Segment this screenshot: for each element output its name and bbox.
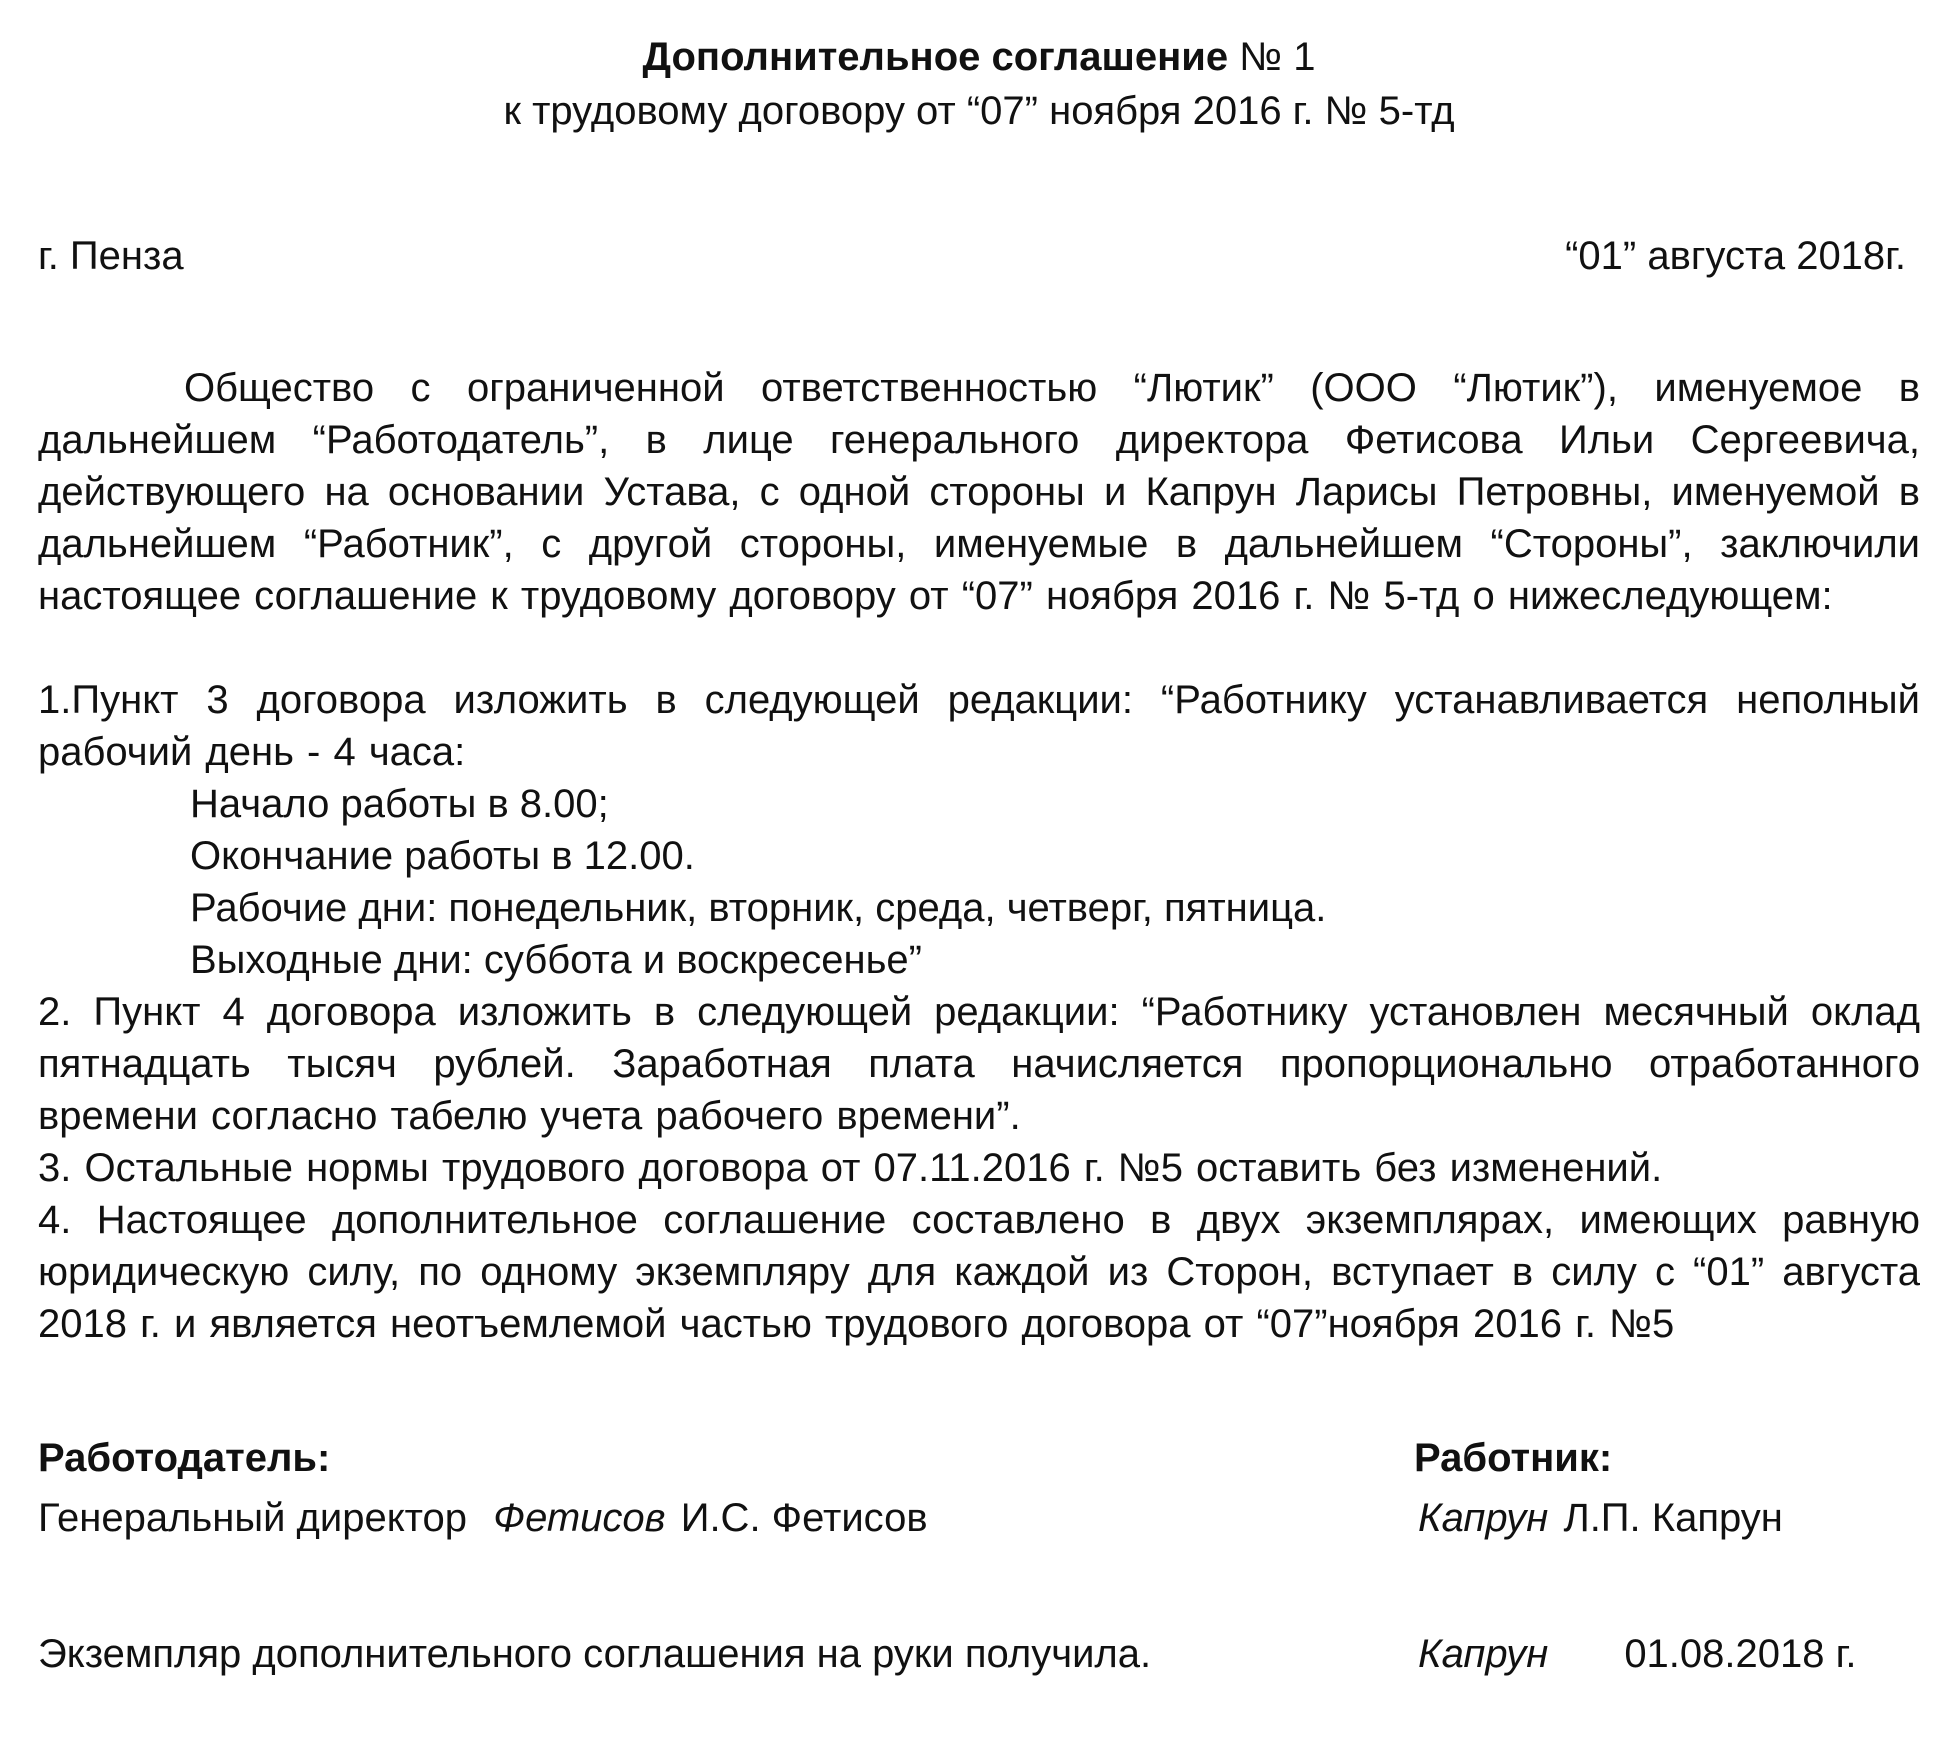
clause-4: 4. Настоящее дополнительное соглашение составлено в двух экземплярах, имеющих равную юридическую силу, по одному экземпляру для каждой из Сторон, вступает в силу с “01” августа 2018 г. и является неотъемлемой частью трудового договора от “07”ноября 2016 г. №5: [38, 1198, 1920, 1346]
signature-block: [38, 1428, 1920, 1548]
employee-signature-line: [1414, 1488, 1920, 1548]
receipt-text: Экземпляр дополнительного соглашения на руки получила.: [38, 1632, 1152, 1676]
title-text: Дополнительное соглашение: [642, 35, 1229, 79]
employee-signature: Капрун: [1418, 1496, 1549, 1540]
clause-1-details: [190, 778, 1920, 986]
clause-3: 3. Остальные нормы трудового договора от 07.11.2016 г. №5 оставить без изменений.: [38, 1146, 1663, 1190]
document-subtitle: к трудовому договору от “07” ноября 2016 г. № 5-тд: [503, 89, 1455, 133]
work-days: Рабочие дни: понедельник, вторник, среда, четверг, пятница.: [190, 886, 1327, 930]
employer-signature: Фетисов: [493, 1496, 666, 1540]
clause-1: 1.Пункт 3 договора изложить в следующей редакции: “Работнику устанавливается неполный рабочий день - 4 часа:: [38, 678, 1920, 774]
document-date: “01” августа 2018г.: [1565, 234, 1906, 278]
employee-name: Л.П. Капрун: [1563, 1496, 1783, 1540]
place: г. Пенза: [38, 234, 184, 278]
receipt-row: [38, 1624, 1920, 1684]
work-start: Начало работы в 8.00;: [190, 782, 609, 826]
title-number: № 1: [1239, 35, 1316, 79]
receipt-signature-date: [1414, 1624, 1920, 1684]
employee-signature-column: [1414, 1428, 1920, 1548]
work-end: Окончание работы в 12.00.: [190, 834, 695, 878]
document: [38, 30, 1920, 1684]
place-date-row: [38, 230, 1920, 282]
days-off: Выходные дни: суббота и воскресенье”: [190, 938, 922, 982]
employer-signature-column: [38, 1428, 1414, 1548]
clause-2: 2. Пункт 4 договора изложить в следующей редакции: “Работнику установлен месячный оклад пятнадцать тысяч рублей. Заработная плата начисляется пропорционально отработанного времени согласно табелю учета рабочего времени”.: [38, 990, 1920, 1138]
employer-position: Генеральный директор: [38, 1496, 468, 1540]
intro-paragraph: Общество с ограниченной ответственностью “Лютик” (ООО “Лютик”), именуемое в дальнейшем “Работодатель”, в лице генерального директора Фетисова Ильи Сергеевича, действующего на основании Устава, с одной стороны и Капрун Ларисы Петровны, именуемой в дальнейшем “Работник”, с другой стороны, именуемые в дальнейшем “Стороны”, заключили настоящее соглашение к трудовому договору от “07” ноября 2016 г. № 5-тд о нижеследующем:: [38, 366, 1920, 618]
employer-signature-line: [38, 1488, 1414, 1548]
document-title: [38, 30, 1920, 84]
employer-heading: Работодатель:: [38, 1436, 331, 1480]
employer-name: И.С. Фетисов: [680, 1496, 928, 1540]
employee-heading: Работник:: [1414, 1436, 1613, 1480]
receipt-signature: Капрун: [1418, 1632, 1549, 1676]
receipt-date: 01.08.2018 г.: [1624, 1632, 1857, 1676]
